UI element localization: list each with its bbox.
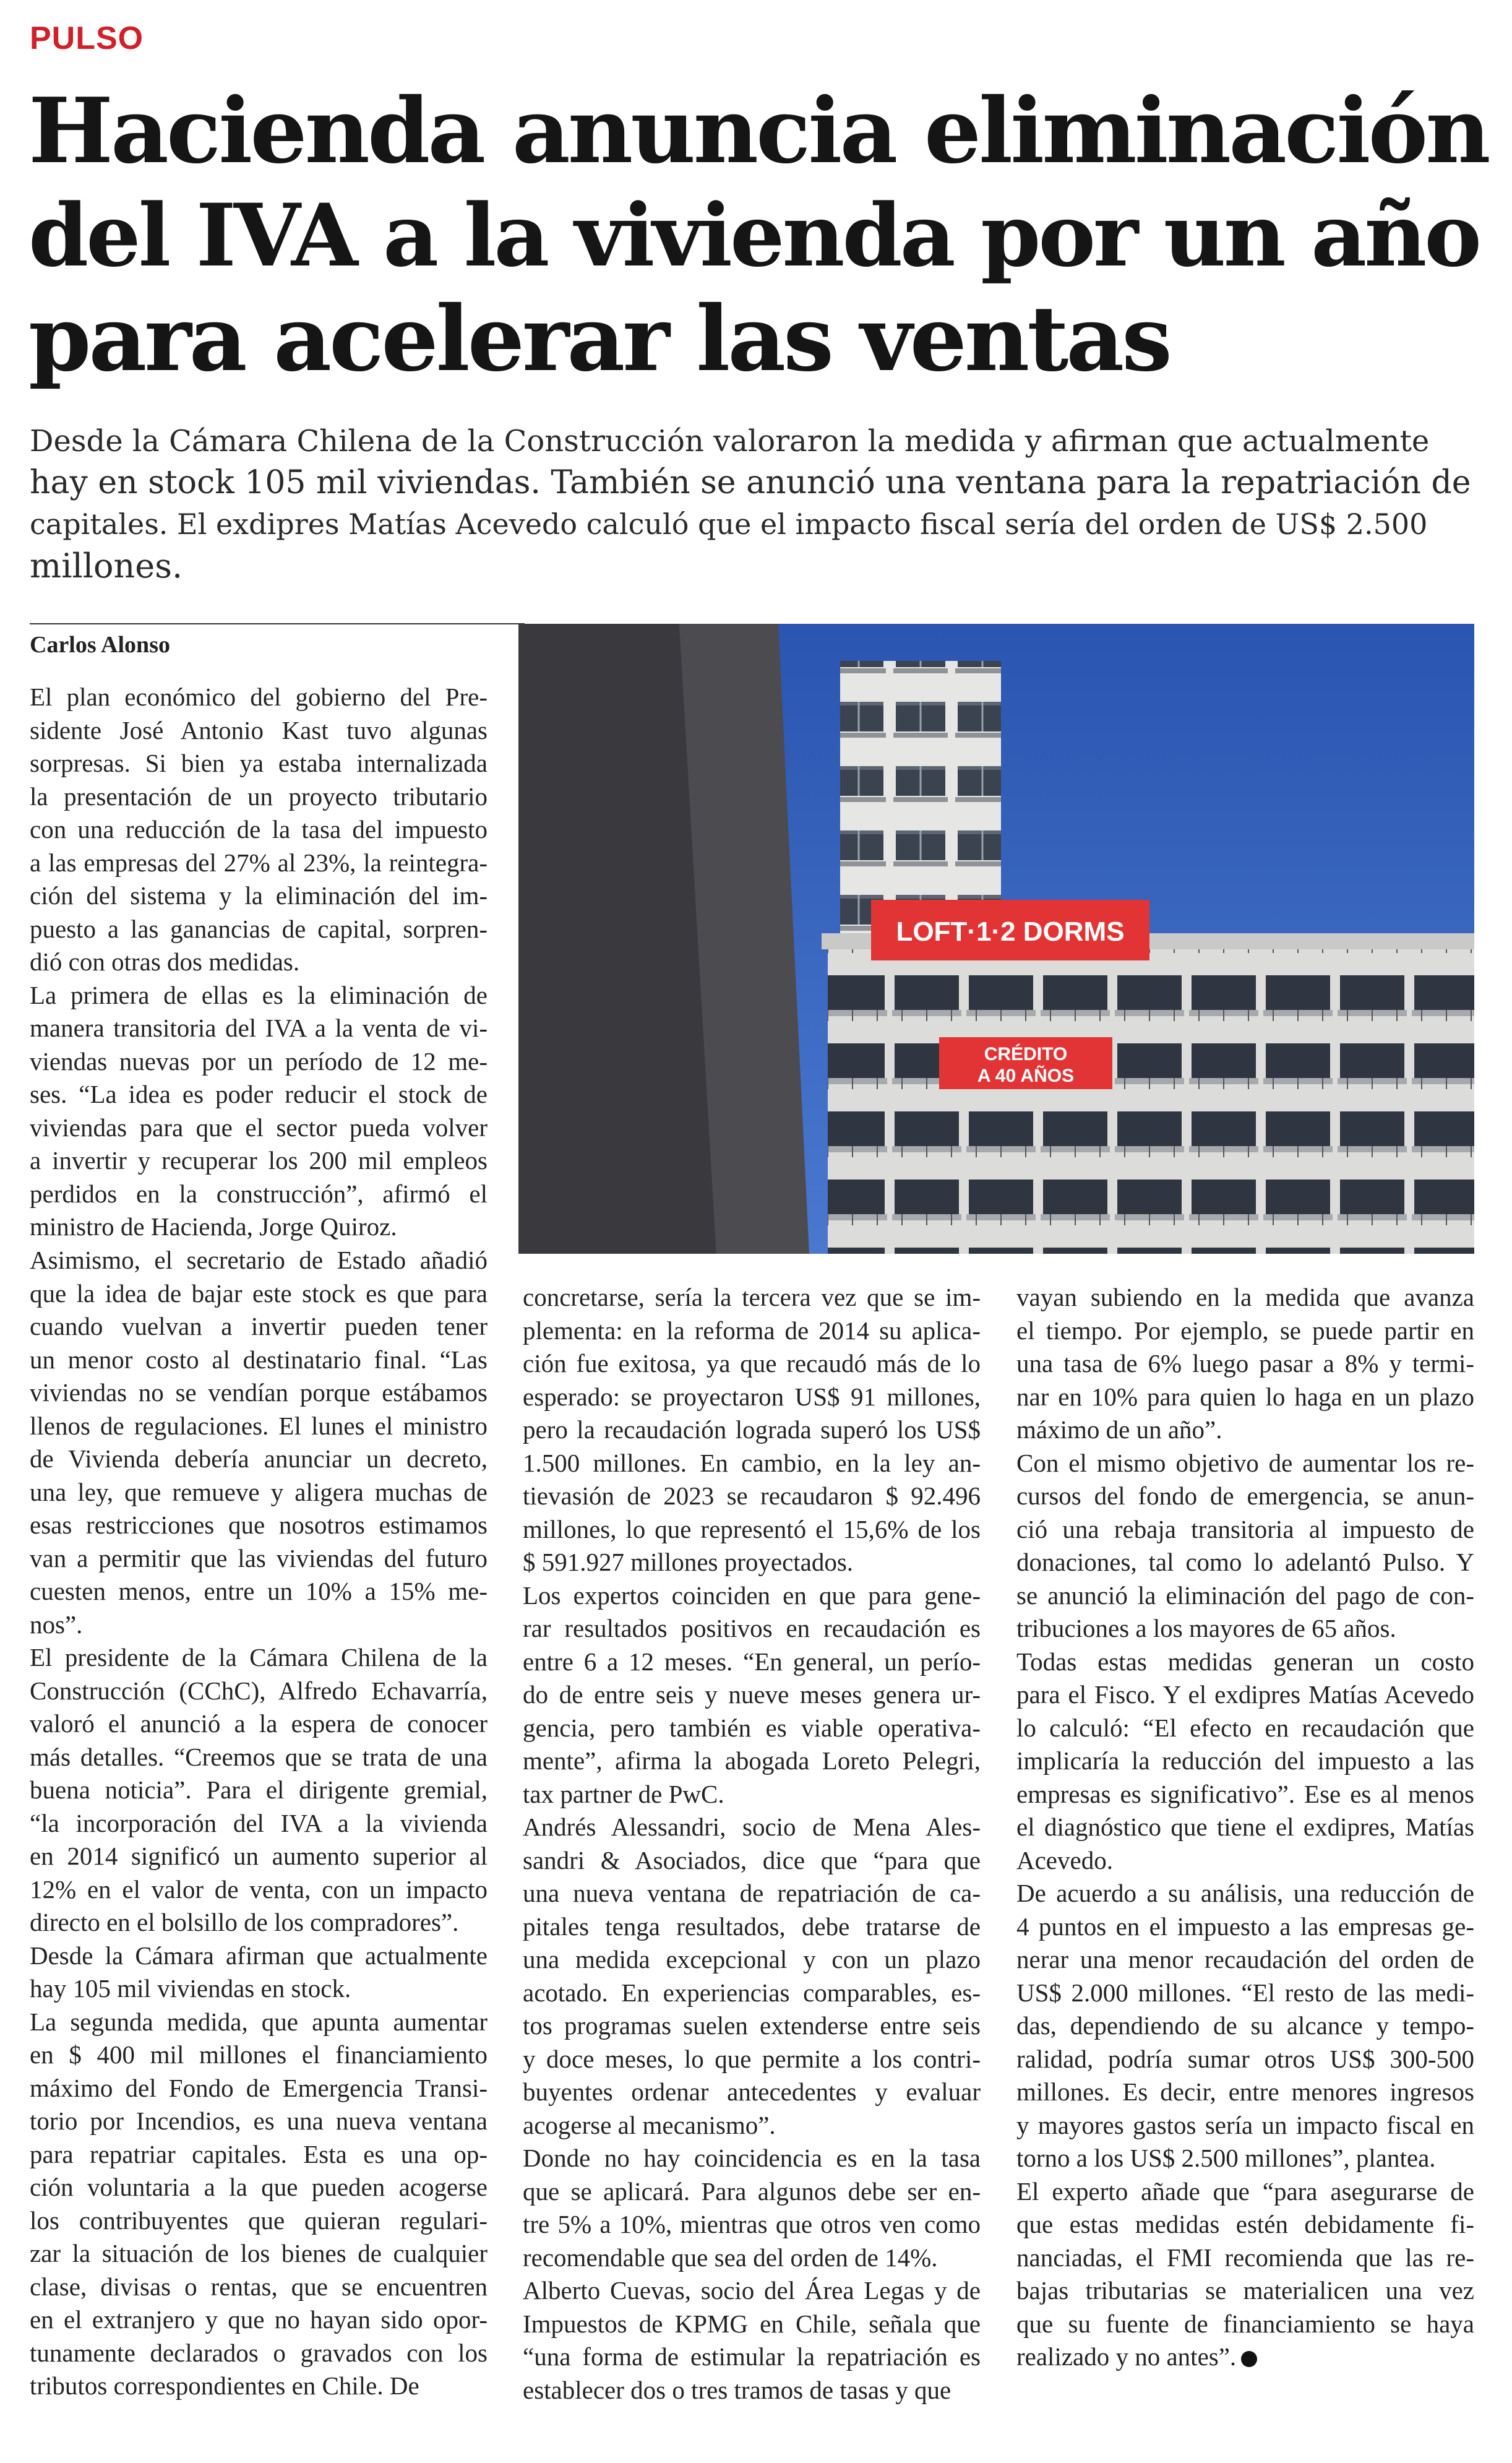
body-text-line: ción del sistema y la eliminación del im- bbox=[30, 881, 488, 910]
body-column-2 bbox=[523, 1281, 981, 2407]
body-text-line: tax partner de PwC. bbox=[523, 1779, 724, 1808]
body-text-line: que la idea de bajar este stock es que para bbox=[30, 1279, 488, 1308]
body-text-line: los contribuyentes que quieran regulari- bbox=[30, 2206, 488, 2235]
body-text-line: sandri & Asociados, dice que “para que bbox=[523, 1845, 981, 1874]
body-text-line: Alberto Cuevas, socio del Área Legas y de bbox=[523, 2276, 981, 2305]
body-text-line: empresas es significativo”. Ese es al menos bbox=[1016, 1779, 1474, 1808]
body-text-line: US$ 2.000 millones. “El resto de las medi- bbox=[1016, 1978, 1474, 2007]
body-text-line: acogerse al mecanismo”. bbox=[523, 2110, 776, 2139]
body-text-line: directo en el bolsillo de los compradores”. bbox=[30, 1908, 459, 1936]
body-text-line: millones. Es decir, entre menores ingresos bbox=[1016, 2077, 1474, 2106]
body-text-line: La primera de ellas es la eliminación de bbox=[30, 980, 488, 1009]
body-text-line: que estas medidas estén debidamente fi- bbox=[1016, 2210, 1474, 2238]
body-text-line: acotado. En experiencias comparables, es- bbox=[523, 1978, 981, 2007]
body-text-line: tunamente declarados o gravados con los bbox=[30, 2338, 488, 2367]
body-text-line: el tiempo. Por ejemplo, se puede partir en bbox=[1016, 1316, 1474, 1345]
body-text-line: Impuestos de KPMG en Chile, señala que bbox=[523, 2309, 981, 2338]
body-text-line: de Vivienda debería anunciar un decreto, bbox=[30, 1444, 488, 1473]
body-text-line: buyentes ordenar antecedentes y evaluar bbox=[523, 2077, 981, 2106]
body-text-line: buena noticia”. Para el dirigente gremial, bbox=[30, 1775, 488, 1804]
lead-line: hay en stock 105 mil viviendas. También se anunció una ventana para la repatriación de bbox=[30, 464, 1471, 501]
body-text-line: a invertir y recuperar los 200 mil empleos bbox=[30, 1146, 488, 1175]
body-text-line: en el extranjero y que no hayan sido opor- bbox=[30, 2305, 488, 2334]
body-text-line: dió con otras dos medidas. bbox=[30, 947, 300, 976]
body-text-line: nerar una menor recaudación del orden de bbox=[1016, 1945, 1474, 1973]
body-text-line: ministro de Hacienda, Jorge Quiroz. bbox=[30, 1212, 397, 1241]
lead-line: Desde la Cámara Chilena de la Construcción valoraron la medida y afirman que actualmente bbox=[30, 424, 1430, 459]
body-text-line: cuando vuelvan a invertir pueden tener bbox=[30, 1312, 488, 1340]
body-text-line: realizado y no antes”. bbox=[1016, 2340, 1474, 2374]
body-text-line: 4 puntos en el impuesto a las empresas ge- bbox=[1016, 1912, 1474, 1941]
body-text-line: recomendable que sea del orden de 14%. bbox=[523, 2243, 938, 2272]
body-text-line: ses. “La idea es poder reducir el stock de bbox=[30, 1080, 488, 1108]
body-column-1-bottom bbox=[30, 1244, 488, 2403]
body-text-line: ció una rebaja transitoria al impuesto de bbox=[1016, 1514, 1474, 1543]
body-text-line: implicaría la reducción del impuesto a las bbox=[1016, 1746, 1474, 1775]
body-text-line: El presidente de la Cámara Chilena de la bbox=[30, 1643, 488, 1671]
body-text-line: sorpresas. Si bien ya estaba internalizada bbox=[30, 749, 488, 777]
body-text-line: tribuciones a los mayores de 65 años. bbox=[1016, 1614, 1396, 1642]
body-text-line: en 2014 significó un aumento superior al bbox=[30, 1842, 488, 1870]
body-text-line: una tasa de 6% luego pasar a 8% y termi- bbox=[1016, 1349, 1474, 1378]
lead-line: millones. bbox=[30, 546, 183, 585]
body-text-line: una ley, que remueve y aligera muchas de bbox=[30, 1477, 488, 1506]
body-text-line: para repatriar capitales. Esta es una op- bbox=[30, 2139, 488, 2168]
body-text-line: máximo del Fondo de Emergencia Transi- bbox=[30, 2073, 488, 2102]
body-text-line: Asimismo, el secretario de Estado añadió bbox=[30, 1246, 488, 1274]
body-text-line: “la incorporación del IVA a la vivienda bbox=[30, 1808, 488, 1837]
headline-line: Hacienda anuncia eliminación bbox=[28, 79, 1488, 184]
body-text-line: das, dependiendo de su alcance y tempo- bbox=[1016, 2011, 1474, 2040]
loft-banner bbox=[871, 900, 1149, 960]
body-text-line: donaciones, tal como lo adelantó Pulso. Y bbox=[1016, 1548, 1474, 1576]
body-text-line: 12% en el valor de venta, con un impacto bbox=[30, 1874, 488, 1904]
body-text-line: pero la recaudación lograda superó los US$ bbox=[523, 1415, 981, 1444]
body-text-line: El plan económico del gobierno del Pre- bbox=[30, 683, 488, 711]
section-label: PULSO bbox=[30, 20, 144, 56]
body-text-line: Acevedo. bbox=[1016, 1845, 1113, 1874]
body-text-line: que se aplicará. Para algunos debe ser en- bbox=[523, 2176, 981, 2206]
lead-paragraph bbox=[30, 421, 1484, 587]
body-text-line: van a permitir que las viviendas del futuro bbox=[30, 1543, 488, 1572]
body-text-line: valoró el anunció a la espera de conocer bbox=[30, 1709, 488, 1738]
body-text-line: esas restricciones que nosotros estimamos bbox=[30, 1511, 488, 1539]
body-text-line: rar resultados positivos en recaudación es bbox=[523, 1614, 981, 1642]
body-text-line: llenos de regulaciones. El lunes el ministro bbox=[30, 1411, 488, 1440]
byline: Carlos Alonso bbox=[30, 632, 170, 658]
body-text-line: ción fue exitosa, ya que recaudó más de lo bbox=[523, 1349, 981, 1378]
body-text-line: y mayores gastos sería un impacto fiscal en bbox=[1016, 2110, 1474, 2139]
body-text-line: lo calculó: “El efecto en recaudación que bbox=[1016, 1713, 1474, 1742]
body-text-line: tos programas suelen extenderse entre seis bbox=[523, 2011, 981, 2040]
body-column-3 bbox=[1016, 1281, 1474, 2374]
body-text-line: Los expertos coinciden en que para gene- bbox=[523, 1581, 981, 1610]
body-text-line: zar la situación de los bienes de cualquier bbox=[30, 2239, 488, 2267]
body-text-line: en $ 400 mil millones el financiamiento bbox=[30, 2040, 488, 2069]
body-text-line: manera transitoria del IVA a la venta de vi- bbox=[30, 1014, 488, 1042]
body-text-line: tre 5% a 10%, mientras que otros ven como bbox=[523, 2210, 981, 2238]
body-text-line: Donde no hay coincidencia es en la tasa bbox=[523, 2144, 981, 2172]
loft-banner-text: LOFT·1·2 DORMS bbox=[896, 917, 1125, 947]
body-text-line: tributos correspondientes en Chile. De bbox=[30, 2371, 419, 2400]
body-text-line: establecer dos o tres tramos de tasas y que bbox=[523, 2375, 951, 2404]
body-text-line: ralidad, podría sumar otros US$ 300-500 bbox=[1016, 2044, 1474, 2073]
body-text-line: Andrés Alessandri, socio de Mena Ales- bbox=[523, 1813, 981, 1841]
body-text-line: do de entre seis y nueve meses genera ur- bbox=[523, 1680, 981, 1709]
body-text-line: bajas tributarias se materialicen una vez bbox=[1016, 2276, 1474, 2305]
body-text-line: el diagnóstico que tiene el exdipres, Matías bbox=[1016, 1813, 1474, 1841]
body-text-line: clase, divisas o rentas, que se encuentren bbox=[30, 2272, 488, 2301]
body-text-line: máximo de un año”. bbox=[1016, 1415, 1222, 1444]
body-text-line: a las empresas del 27% al 23%, la reintegra- bbox=[30, 848, 488, 877]
body-column-1-top bbox=[30, 681, 488, 1244]
body-text-line: Todas estas medidas generan un costo bbox=[1016, 1647, 1474, 1676]
body-text-line: con una reducción de la tasa del impuesto bbox=[30, 815, 488, 843]
body-text-line: una medida excepcional y con un plazo bbox=[523, 1945, 981, 1973]
body-text-line: tievasión de 2023 se recaudaron $ 92.496 bbox=[523, 1482, 981, 1510]
credit-banner bbox=[939, 1037, 1112, 1089]
body-text-line: cursos del fondo de emergencia, se anun- bbox=[1016, 1482, 1474, 1510]
body-text-line: para el Fisco. Y el exdipres Matías Acevedo bbox=[1016, 1680, 1474, 1709]
body-text-line: una nueva ventana de repatriación de ca- bbox=[523, 1879, 981, 1907]
body-text-line: un menor costo al destinatario final. “Las bbox=[30, 1345, 488, 1374]
body-text-line: Con el mismo objetivo de aumentar los re- bbox=[1016, 1448, 1474, 1477]
body-text-line: nar en 10% para quien lo haga en un plazo bbox=[1016, 1382, 1474, 1411]
credit-banner-line2: A 40 AÑOS bbox=[977, 1066, 1075, 1086]
byline-rule bbox=[30, 623, 525, 624]
body-text-line: millones, lo que representó el 15,6% de los bbox=[523, 1514, 981, 1543]
body-text-line: entre 6 a 12 meses. “En general, un perío- bbox=[523, 1647, 981, 1676]
credit-banner-line1: CRÉDITO bbox=[984, 1044, 1068, 1064]
body-text-line: hay 105 mil viviendas en stock. bbox=[30, 1974, 351, 2003]
main-building bbox=[828, 946, 1474, 1254]
body-text-line: plementa: en la reforma de 2014 su aplica- bbox=[523, 1316, 981, 1345]
headline-line: para acelerar las ventas bbox=[28, 287, 1170, 392]
body-text-line: ción voluntaria a la que pueden acogerse bbox=[30, 2173, 488, 2201]
body-text-line: puesto a las ganancias de capital, sorpren- bbox=[30, 914, 488, 943]
body-text-line: viviendas no se vendían porque estábamos bbox=[30, 1378, 488, 1407]
body-text-line: mente”, afirma la abogada Loreto Pelegri, bbox=[523, 1746, 981, 1775]
body-text-line: Construcción (CChC), Alfredo Echavarría, bbox=[30, 1676, 488, 1705]
body-text-line: y doce meses, lo que permite a los contri- bbox=[523, 2044, 981, 2073]
article-photo bbox=[518, 624, 1474, 1254]
body-text-line: De acuerdo a su análisis, una reducción de bbox=[1016, 1879, 1474, 1907]
body-text-line: se anunció la eliminación del pago de con- bbox=[1016, 1581, 1474, 1610]
building-photo-illustration bbox=[518, 624, 1474, 1254]
body-text-line: pitales tenga resultados, debe tratarse de bbox=[523, 1912, 981, 1941]
body-text-line: 1.500 millones. En cambio, en la ley an- bbox=[523, 1448, 981, 1477]
body-text-line: nos”. bbox=[30, 1610, 83, 1639]
body-text-line: concretarse, sería la tercera vez que se im- bbox=[523, 1283, 981, 1311]
body-text-line: sidente José Antonio Kast tuvo algunas bbox=[30, 715, 488, 744]
body-text-line: vayan subiendo en la medida que avanza bbox=[1016, 1283, 1474, 1311]
body-text-line: viendas nuevas por un período de 12 me- bbox=[30, 1046, 488, 1076]
body-text-line: torio por Incendios, es una nueva ventana bbox=[30, 2107, 488, 2135]
body-text-line: la presentación de un proyecto tributario bbox=[30, 782, 488, 811]
headline-line: del IVA a la vivienda por un año bbox=[28, 184, 1480, 286]
body-text-line: Desde la Cámara afirman que actualmente bbox=[30, 1941, 488, 1970]
body-text-line: “una forma de estimular la repatriación es bbox=[523, 2342, 981, 2371]
lead-line: capitales. El exdipres Matías Acevedo calculó que el impacto fiscal sería del orden de US$ 2.500 bbox=[30, 507, 1428, 541]
body-text-line: viviendas para que el sector pueda volver bbox=[30, 1113, 488, 1142]
headline bbox=[28, 79, 1495, 391]
body-text-line: cuesten menos, entre un 10% a 15% me- bbox=[30, 1577, 488, 1605]
body-text-line: La segunda medida, que apunta aumentar bbox=[30, 2007, 488, 2036]
end-of-article-icon bbox=[1241, 2351, 1257, 2367]
body-text-line: torno a los US$ 2.500 millones”, plantea. bbox=[1016, 2144, 1436, 2172]
body-text-line: $ 591.927 millones proyectados. bbox=[523, 1548, 854, 1576]
body-text-line: nanciadas, el FMI recomienda que las re- bbox=[1016, 2243, 1474, 2272]
body-text-line: El experto añade que “para asegurarse de bbox=[1016, 2176, 1474, 2206]
body-text-line: esperado: se proyectaron US$ 91 millones, bbox=[523, 1382, 981, 1411]
body-text-line: gencia, pero también es viable operativa- bbox=[523, 1713, 981, 1742]
body-text-line: perdidos en la construcción”, afirmó el bbox=[30, 1179, 488, 1208]
body-text-line: que su fuente de financiamiento se haya bbox=[1016, 2309, 1474, 2338]
body-text-line: más detalles. “Creemos que se trata de una bbox=[30, 1742, 488, 1771]
